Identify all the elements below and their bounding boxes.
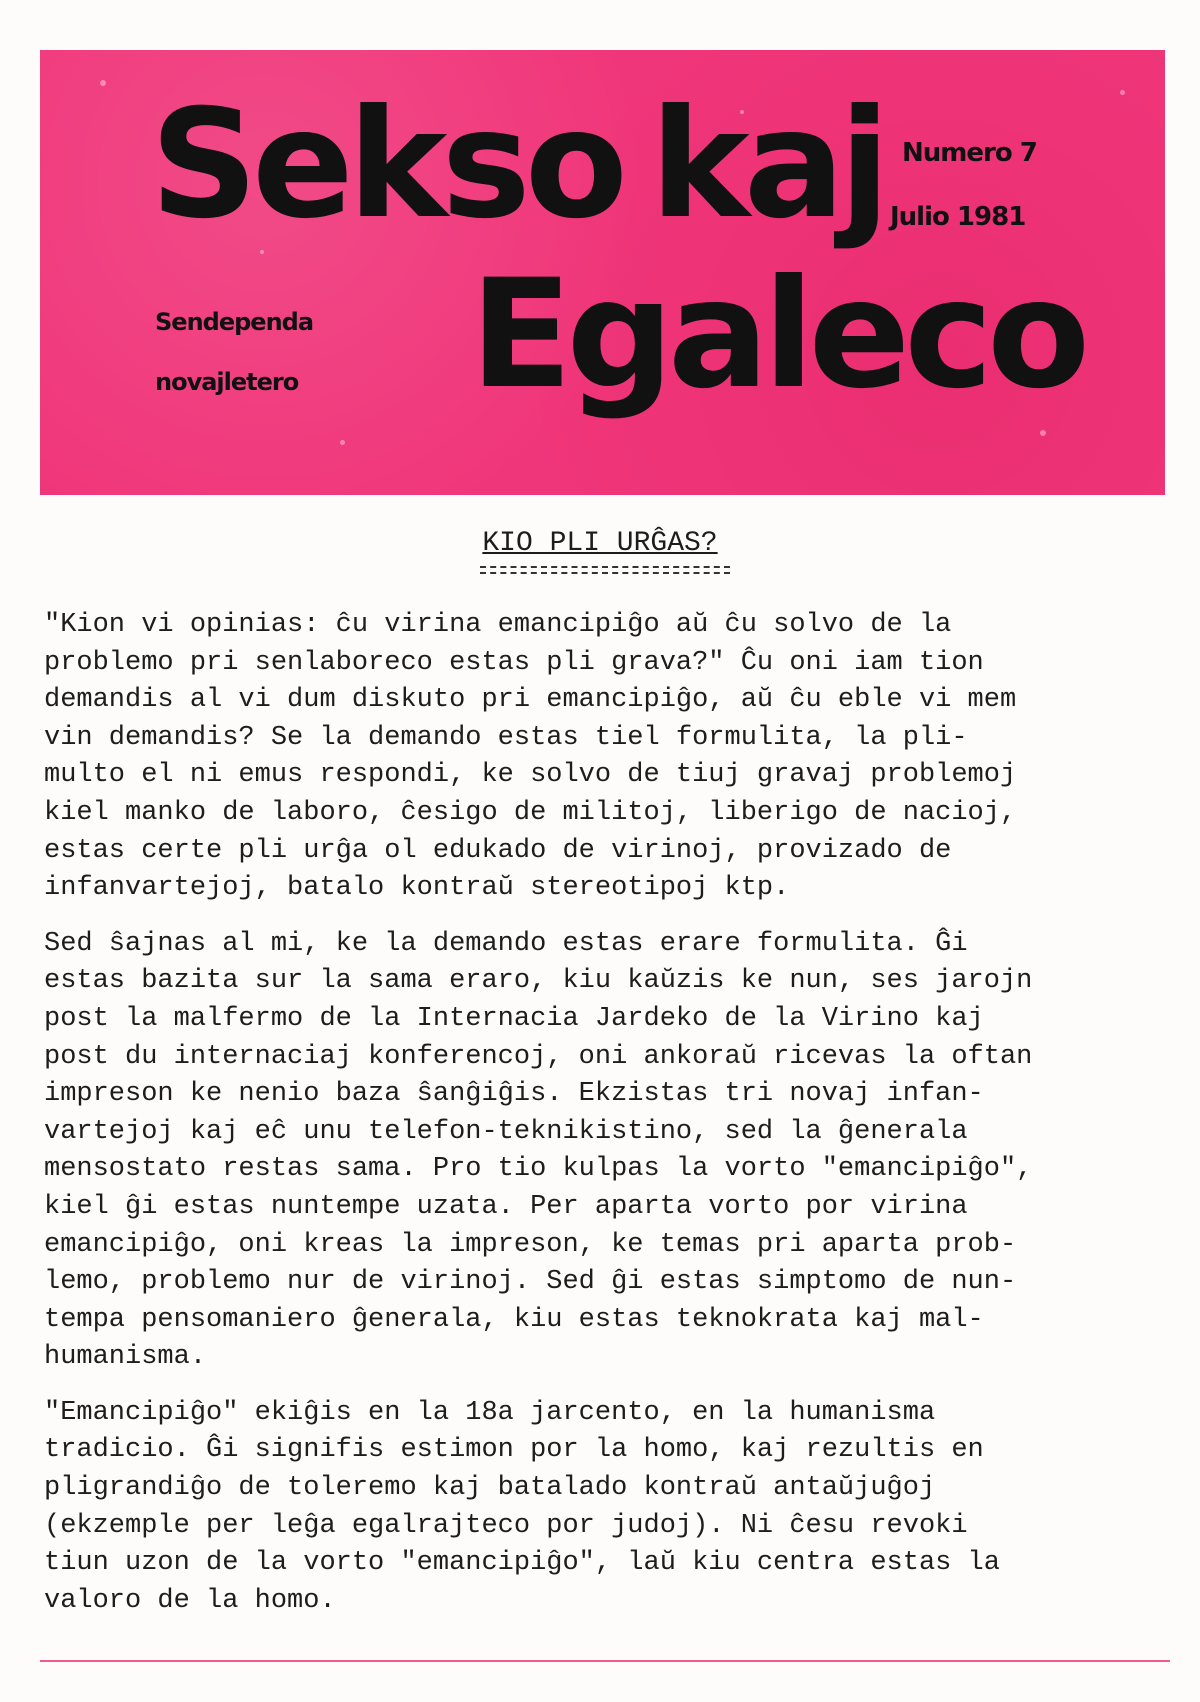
text-line: mensostato restas sama. Pro tio kulpas la vorto "emancipiĝo", (44, 1154, 1033, 1185)
text-line: "Emancipiĝo" ekiĝis en la 18a jarcento, en la humanisma (44, 1397, 936, 1428)
text-line: infanvartejoj, batalo kontraŭ stereotipoj ktp. (44, 873, 790, 904)
text-line: kiel ĝi estas nuntempe uzata. Per aparta vorto por virina (44, 1191, 968, 1222)
text-line: estas certe pli urĝa ol edukado de virinoj, provizado de (44, 835, 952, 866)
masthead-subtitle-line2: novajletero (155, 368, 299, 396)
article-body (44, 607, 1174, 1638)
text-line: post la malfermo de la Internacia Jardeko de la Virino kaj (44, 1003, 984, 1034)
article-heading (0, 528, 1200, 559)
text-line: "Kion vi opinias: ĉu virina emancipiĝo aŭ ĉu solvo de la (44, 610, 952, 640)
text-line: pligrandiĝo de toleremo kaj batalado kontraŭ antaŭjuĝoj (44, 1473, 936, 1504)
text-line: valoro de la homo. (44, 1585, 336, 1616)
paragraph-2 (44, 926, 1174, 1377)
masthead-title-egaleco: Egaleco (470, 248, 1085, 422)
masthead-title-kaj: kaj (650, 78, 885, 252)
masthead-subtitle-line1: Sendependa (155, 308, 314, 336)
text-line: vin demandis? Se la demando estas tiel formulita, la pli- (44, 722, 968, 753)
text-line: kiel manko de laboro, ĉesigo de militoj, liberigo de nacioj, (44, 797, 1017, 828)
text-line: problemo pri senlaboreco estas pli grava?" Ĉu oni iam tion (44, 647, 984, 678)
issue-date: Julio 1981 (890, 202, 1026, 232)
text-line: Sed ŝajnas al mi, ke la demando estas erare formulita. Ĝi (44, 928, 968, 959)
article-heading-text: KIO PLI URĜAS? (482, 528, 718, 559)
issue-number: Numero 7 (902, 138, 1037, 168)
bottom-divider (40, 1660, 1170, 1662)
masthead-title-sekso: Sekso (150, 78, 622, 252)
text-line: lemo, problemo nur de virinoj. Sed ĝi estas simptomo de nun- (44, 1267, 1017, 1298)
text-line: tempa pensomaniero ĝenerala, kiu estas teknokrata kaj mal- (44, 1304, 984, 1335)
text-line: (ekzemple per leĝa egalrajteco por judoj). Ni ĉesu revoki (44, 1510, 968, 1541)
paragraph-1 (44, 607, 1174, 908)
text-line: post du internaciaj konferencoj, oni ankoraŭ ricevas la oftan (44, 1041, 1033, 1072)
text-line: humanisma. (44, 1342, 207, 1373)
text-line: tiun uzon de la vorto "emancipiĝo", laŭ kiu centra estas la (44, 1548, 1000, 1579)
text-line: emancipiĝo, oni kreas la impreson, ke temas pri aparta prob- (44, 1229, 1017, 1260)
text-line: vartejoj kaj eĉ unu telefon-teknikistino, sed la ĝenerala (44, 1116, 968, 1147)
text-line: estas bazita sur la sama eraro, kiu kaŭzis ke nun, ses jarojn (44, 966, 1033, 997)
text-line: demandis al vi dum diskuto pri emancipiĝo, aŭ ĉu eble vi mem (44, 685, 1017, 716)
paragraph-3 (44, 1395, 1174, 1621)
text-line: multo el ni emus respondi, ke solvo de tiuj gravaj problemoj (44, 760, 1017, 791)
text-line: tradicio. Ĝi signifis estimon por la homo, kaj rezultis en (44, 1435, 984, 1466)
text-line: impreson ke nenio baza ŝanĝiĝis. Ekzistas tri novaj infan- (44, 1079, 984, 1110)
masthead-banner (40, 50, 1165, 495)
heading-double-underline (480, 566, 730, 574)
